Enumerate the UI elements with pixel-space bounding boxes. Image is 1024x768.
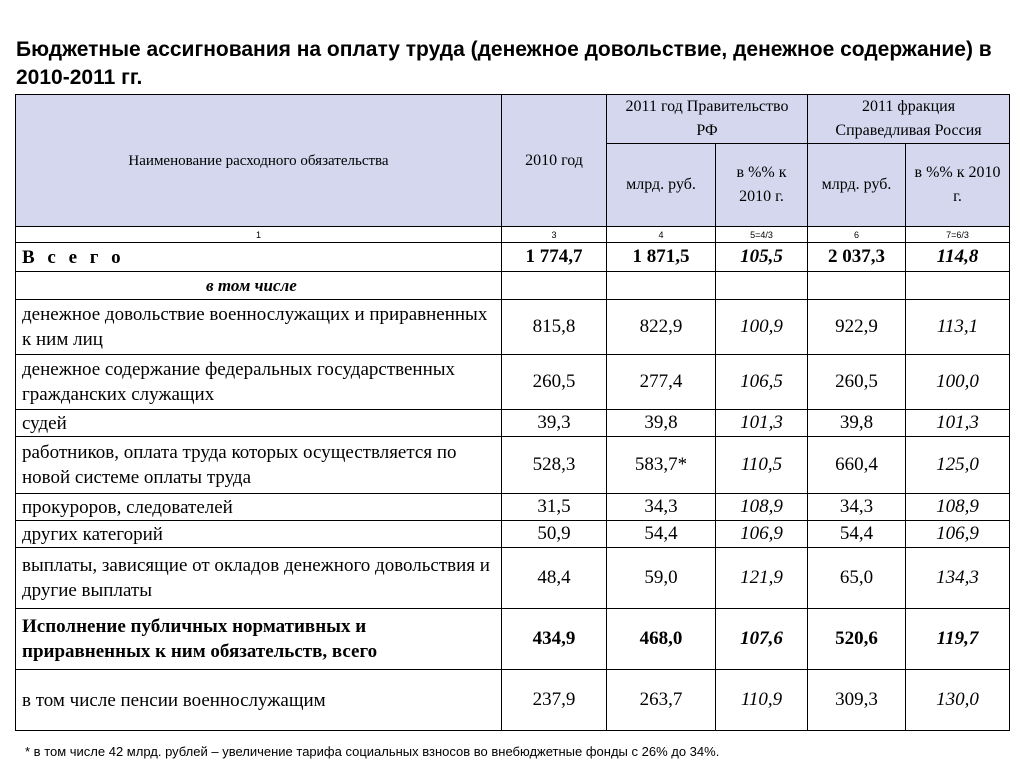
cell-gov-pct: 105,5 [716,243,808,272]
cell-gov-pct: 110,5 [716,437,808,494]
footnote: * в том числе 42 млрд. рублей – увеличение тарифа социальных взносов во внебюджетные фонды с 26% до 34%. [25,744,720,759]
cell-sr-pct: 134,3 [906,548,1010,609]
cell-gov-bln: 583,7* [607,437,716,494]
cell-sr-bln: 922,9 [808,300,906,355]
cell-sr-pct: 130,0 [906,670,1010,731]
cell-2010: 528,3 [502,437,607,494]
row-name: В с е г о [16,243,502,272]
header-row-1 [16,95,1010,144]
empty-cell [502,272,607,300]
cell-sr-pct: 119,7 [906,609,1010,670]
row-name: других категорий [16,521,502,548]
colnum-cell: 7=6/3 [906,227,1010,243]
row-name: денежное содержание федеральных государственных гражданских служащих [16,355,502,410]
column-number-row [16,227,1010,243]
header-2010: 2010 год [502,95,607,227]
header-gov-group: 2011 год Правительство РФ [607,95,808,144]
cell-sr-bln: 260,5 [808,355,906,410]
cell-sr-pct: 114,8 [906,243,1010,272]
cell-gov-bln: 277,4 [607,355,716,410]
row-name: работников, оплата труда которых осуществляется по новой системе оплаты труда [16,437,502,494]
row-name: судей [16,410,502,437]
cell-gov-bln: 468,0 [607,609,716,670]
row-name: в том числе пенсии военнослужащим [16,670,502,731]
cell-gov-pct: 110,9 [716,670,808,731]
cell-sr-bln: 309,3 [808,670,906,731]
colnum-cell: 5=4/3 [716,227,808,243]
header-sr-group: 2011 фракция Справедливая Россия [808,95,1010,144]
row-name: в том числе [16,272,502,300]
cell-sr-bln: 520,6 [808,609,906,670]
table-row [16,670,1010,731]
header-sr-bln: млрд. руб. [808,144,906,227]
cell-2010: 237,9 [502,670,607,731]
header-sr-pct: в %% к 2010 г. [906,144,1010,227]
table-row [16,300,1010,355]
table-row-obligations-total [16,609,1010,670]
table-row [16,548,1010,609]
row-name: Исполнение публичных нормативных и приравненных к ним обязательств, всего [16,609,502,670]
header-name-col: Наименование расходного обязательства [16,95,502,227]
cell-2010: 31,5 [502,494,607,521]
cell-gov-bln: 1 871,5 [607,243,716,272]
colnum-cell: 1 [16,227,502,243]
table-row-total [16,243,1010,272]
cell-sr-pct: 106,9 [906,521,1010,548]
cell-sr-bln: 65,0 [808,548,906,609]
row-name: прокуроров, следователей [16,494,502,521]
cell-2010: 434,9 [502,609,607,670]
budget-table [15,94,1010,731]
table-row [16,437,1010,494]
cell-sr-pct: 101,3 [906,410,1010,437]
cell-2010: 1 774,7 [502,243,607,272]
cell-gov-bln: 822,9 [607,300,716,355]
cell-sr-bln: 2 037,3 [808,243,906,272]
colnum-cell: 4 [607,227,716,243]
cell-sr-bln: 660,4 [808,437,906,494]
cell-sr-bln: 34,3 [808,494,906,521]
table-row [16,494,1010,521]
colnum-cell: 6 [808,227,906,243]
cell-2010: 50,9 [502,521,607,548]
cell-2010: 815,8 [502,300,607,355]
cell-2010: 39,3 [502,410,607,437]
cell-gov-bln: 39,8 [607,410,716,437]
row-name: денежное довольствие военнослужащих и приравненных к ним лиц [16,300,502,355]
cell-gov-pct: 106,9 [716,521,808,548]
table-row-subheader [16,272,1010,300]
empty-cell [808,272,906,300]
empty-cell [607,272,716,300]
empty-cell [906,272,1010,300]
table-row [16,521,1010,548]
cell-gov-bln: 54,4 [607,521,716,548]
cell-2010: 48,4 [502,548,607,609]
cell-sr-pct: 100,0 [906,355,1010,410]
cell-sr-pct: 125,0 [906,437,1010,494]
cell-sr-pct: 113,1 [906,300,1010,355]
table-row [16,355,1010,410]
cell-2010: 260,5 [502,355,607,410]
cell-gov-pct: 101,3 [716,410,808,437]
header-gov-pct: в %% к 2010 г. [716,144,808,227]
empty-cell [716,272,808,300]
cell-sr-pct: 108,9 [906,494,1010,521]
cell-gov-bln: 263,7 [607,670,716,731]
row-name: выплаты, зависящие от окладов денежного довольствия и другие выплаты [16,548,502,609]
colnum-cell: 3 [502,227,607,243]
header-gov-bln: млрд. руб. [607,144,716,227]
cell-gov-pct: 106,5 [716,355,808,410]
cell-sr-bln: 39,8 [808,410,906,437]
page-title: Бюджетные ассигнования на оплату труда (денежное довольствие, денежное содержание) в 2010-2011 гг. [16,38,992,89]
table-row [16,410,1010,437]
cell-gov-pct: 121,9 [716,548,808,609]
cell-gov-pct: 108,9 [716,494,808,521]
cell-gov-pct: 100,9 [716,300,808,355]
cell-gov-pct: 107,6 [716,609,808,670]
cell-gov-bln: 59,0 [607,548,716,609]
cell-sr-bln: 54,4 [808,521,906,548]
cell-gov-bln: 34,3 [607,494,716,521]
